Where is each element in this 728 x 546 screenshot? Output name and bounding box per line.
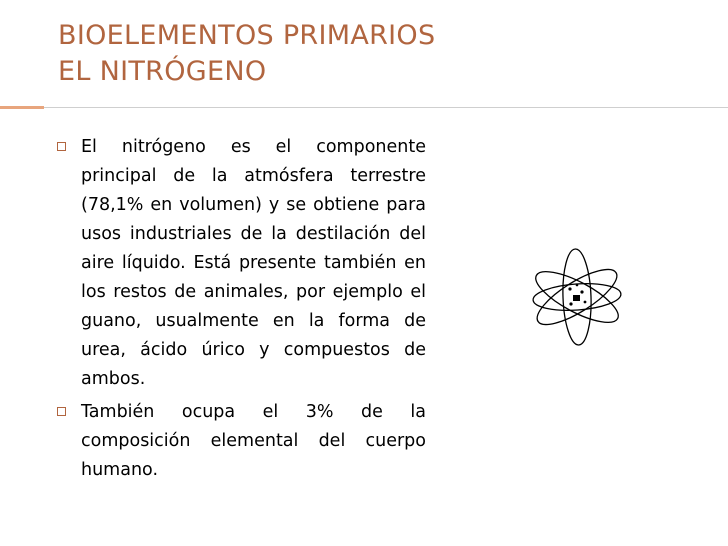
slide-title-line-2: EL NITRÓGENO bbox=[58, 56, 267, 87]
bullet-list bbox=[44, 133, 426, 489]
slide-title-line-1: BIOELEMENTOS PRIMARIOS bbox=[58, 20, 436, 51]
bullet-text: También ocupa el 3% de la composición elemental del cuerpo humano. bbox=[81, 402, 426, 480]
bullet-item bbox=[44, 133, 426, 394]
bullet-item bbox=[44, 398, 426, 485]
title-underline-accent bbox=[0, 106, 44, 109]
square-bullet-icon bbox=[57, 407, 66, 416]
atom-icon bbox=[527, 245, 627, 349]
bullet-text: El nitrógeno es el componente principal de la atmósfera terrestre (78,1% en volumen) y se obtiene para usos industriales de la destilación del aire líquido. Está presente también en los restos de animales, por ejemplo el guano, usualmente en la forma de urea, ácido úrico y compuestos de ambos. bbox=[81, 137, 426, 389]
title-underline bbox=[44, 107, 728, 108]
slide-title bbox=[58, 18, 435, 90]
square-bullet-icon bbox=[57, 142, 66, 151]
